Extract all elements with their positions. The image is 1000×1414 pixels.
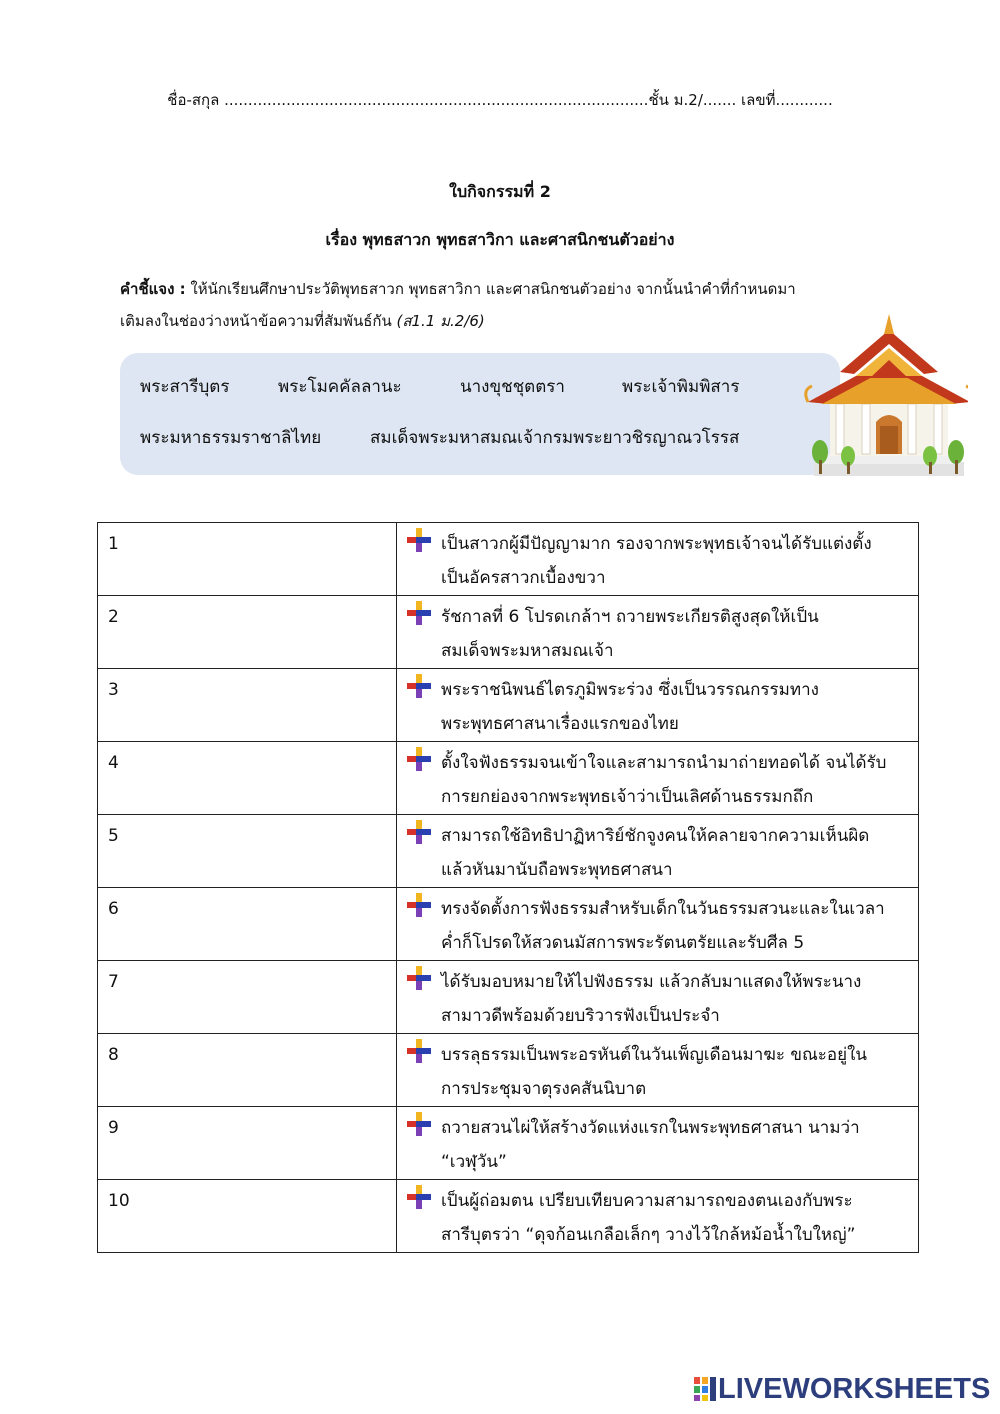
item-number: 8: [108, 1045, 119, 1065]
description-line-1: เป็นผู้ถ่อมตน เปรียบเทียบความสามารถของตนเองกับพระ: [441, 1191, 853, 1211]
arrow-bullet-icon: [407, 601, 431, 625]
arrow-bullet-icon: [407, 1039, 431, 1063]
word-bank-item[interactable]: พระเจ้าพิมพิสาร: [622, 377, 740, 397]
description-line-2: แล้วหันมานับถือพระพุทธศาสนา: [441, 860, 673, 880]
description-line-2: สมเด็จพระมหาสมณเจ้า: [441, 641, 614, 661]
worksheet-subtitle: เรื่อง พุทธสาวก พุทธสาวิกา และศาสนิกชนตัวอย่าง: [325, 230, 675, 249]
liveworksheets-logo-icon: [694, 1377, 716, 1401]
answer-cell[interactable]: [98, 1034, 397, 1107]
item-number: 7: [108, 972, 119, 992]
table-row: [98, 815, 919, 888]
item-number: 10: [108, 1191, 130, 1211]
item-number: 3: [108, 680, 119, 700]
item-number: 6: [108, 899, 119, 919]
thai-temple-icon: [800, 312, 968, 482]
table-row: [98, 596, 919, 669]
description-cell: [397, 523, 919, 596]
answer-cell[interactable]: [98, 1107, 397, 1180]
arrow-bullet-icon: [407, 820, 431, 844]
liveworksheets-brand: [694, 1373, 990, 1405]
table-row: [98, 1180, 919, 1253]
description-line-1: ตั้งใจฟังธรรมจนเข้าใจและสามารถนำมาถ่ายทอดได้ จนได้รับ: [441, 753, 887, 773]
answer-cell[interactable]: [98, 669, 397, 742]
table-row: [98, 888, 919, 961]
description-cell: [397, 961, 919, 1034]
description-line-1: เป็นสาวกผู้มีปัญญามาก รองจากพระพุทธเจ้าจนได้รับแต่งตั้ง: [441, 534, 872, 554]
table-row: [98, 669, 919, 742]
description-line-1: ถวายสวนไผ่ให้สร้างวัดแห่งแรกในพระพุทธศาสนา นามว่า: [441, 1118, 860, 1138]
item-number: 4: [108, 753, 119, 773]
description-cell: [397, 742, 919, 815]
item-number: 1: [108, 534, 119, 554]
arrow-bullet-icon: [407, 966, 431, 990]
answer-cell[interactable]: [98, 815, 397, 888]
description-line-2: การยกย่องจากพระพุทธเจ้าว่าเป็นเลิศด้านธรรมกถึก: [441, 787, 814, 807]
description-cell: [397, 596, 919, 669]
word-bank-item[interactable]: พระสารีบุตร: [140, 377, 230, 397]
description-cell: [397, 815, 919, 888]
description-cell: [397, 888, 919, 961]
description-line-2: สารีบุตรว่า “ดุจก้อนเกลือเล็กๆ วางไว้ใกล้หม้อน้ำใบใหญ่”: [441, 1225, 856, 1245]
instructions: [120, 273, 880, 337]
answer-cell[interactable]: [98, 888, 397, 961]
word-bank-item[interactable]: สมเด็จพระมหาสมณเจ้ากรมพระยาวชิรญาณวโรรส: [370, 428, 740, 448]
description-line-1: สามารถใช้อิทธิปาฏิหาริย์ชักจูงคนให้คลายจากความเห็นผิด: [441, 826, 870, 846]
item-number: 5: [108, 826, 119, 846]
word-bank-item[interactable]: นางขุชชุตตรา: [460, 377, 565, 397]
arrow-bullet-icon: [407, 747, 431, 771]
description-line-1: รัชกาลที่ 6 โปรดเกล้าฯ ถวายพระเกียรติสูงสุดให้เป็น: [441, 607, 819, 627]
description-cell: [397, 1107, 919, 1180]
word-bank-item[interactable]: พระโมคคัลลานะ: [278, 377, 402, 397]
table-row: [98, 742, 919, 815]
answer-cell[interactable]: [98, 1180, 397, 1253]
answer-cell[interactable]: [98, 523, 397, 596]
arrow-bullet-icon: [407, 1112, 431, 1136]
description-line-2: ค่ำก็โปรดให้สวดนมัสการพระรัตนตรัยและรับศีล 5: [441, 933, 805, 953]
description-line-1: ได้รับมอบหมายให้ไปฟังธรรม แล้วกลับมาแสดงให้พระนาง: [441, 972, 862, 992]
arrow-bullet-icon: [407, 528, 431, 552]
description-line-2: พระพุทธศาสนาเรื่องแรกของไทย: [441, 714, 679, 734]
table-row: [98, 961, 919, 1034]
description-line-1: พระราชนิพนธ์ไตรภูมิพระร่วง ซึ่งเป็นวรรณกรรมทาง: [441, 680, 819, 700]
item-number: 9: [108, 1118, 119, 1138]
table-row: [98, 1107, 919, 1180]
arrow-bullet-icon: [407, 1185, 431, 1209]
description-line-1: บรรลุธรรมเป็นพระอรหันต์ในวันเพ็ญเดือนมาฆะ ขณะอยู่ใน: [441, 1045, 868, 1065]
matching-table: [97, 522, 919, 1253]
answer-cell[interactable]: [98, 742, 397, 815]
instructions-label: คำชี้แจง :: [120, 280, 186, 298]
name-class-number-line: ชื่อ-สกุล .........................................................................................ชั้น ม.2/....... เลขที่............: [167, 91, 833, 109]
description-cell: [397, 1034, 919, 1107]
instructions-reference: (ส1.1 ม.2/6): [396, 312, 485, 330]
answer-cell[interactable]: [98, 961, 397, 1034]
worksheet-title: ใบกิจกรรมที่ 2: [449, 182, 551, 201]
answer-cell[interactable]: [98, 596, 397, 669]
table-row: [98, 1034, 919, 1107]
instructions-text-1: ให้นักเรียนศึกษาประวัติพุทธสาวก พุทธสาวิกา และศาสนิกชนตัวอย่าง จากนั้นนำคำที่กำหนดมา: [185, 280, 796, 298]
description-line-2: “เวฬุวัน”: [441, 1152, 507, 1172]
description-cell: [397, 669, 919, 742]
word-bank: [120, 353, 840, 475]
word-bank-item[interactable]: พระมหาธรรมราชาลิไทย: [140, 428, 322, 448]
arrow-bullet-icon: [407, 674, 431, 698]
arrow-bullet-icon: [407, 893, 431, 917]
brand-text: LIVEWORKSHEETS: [718, 1372, 991, 1405]
description-line-1: ทรงจัดตั้งการฟังธรรมสำหรับเด็กในวันธรรมสวนะและในเวลา: [441, 899, 885, 919]
description-line-2: การประชุมจาตุรงคสันนิบาต: [441, 1079, 647, 1099]
description-line-2: เป็นอัครสาวกเบื้องขวา: [441, 568, 606, 588]
instructions-text-2: เติมลงในช่องว่างหน้าข้อความที่สัมพันธ์กัน: [120, 312, 397, 330]
table-row: [98, 523, 919, 596]
description-line-2: สามาวดีพร้อมด้วยบริวารฟังเป็นประจำ: [441, 1006, 720, 1026]
item-number: 2: [108, 607, 119, 627]
description-cell: [397, 1180, 919, 1253]
